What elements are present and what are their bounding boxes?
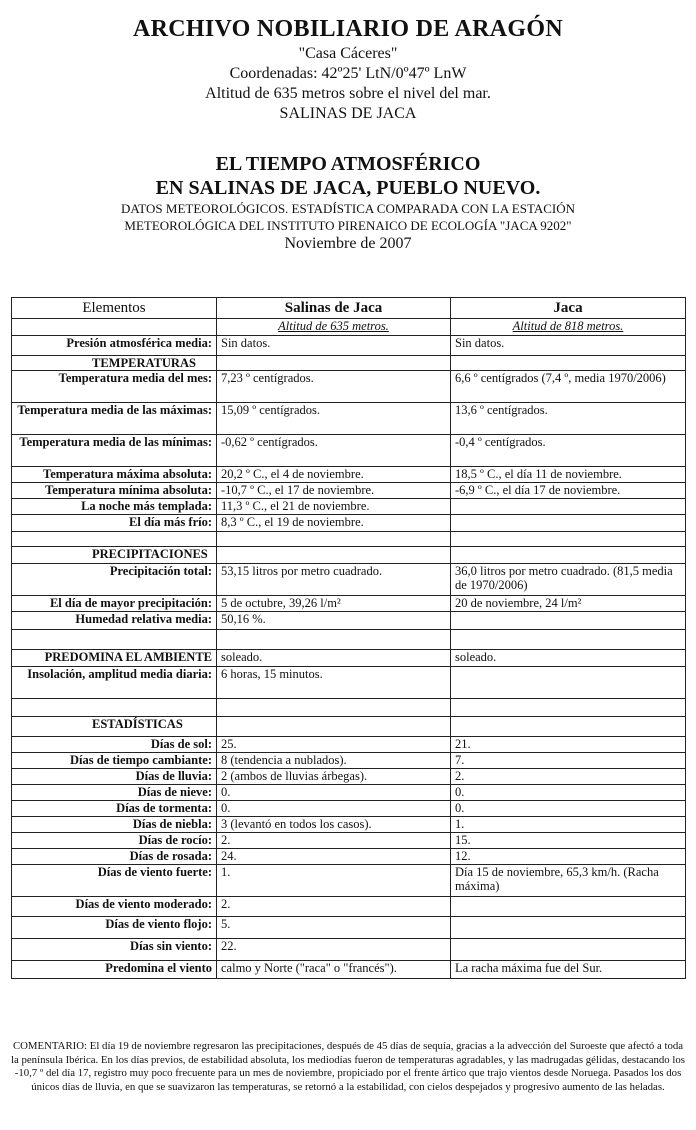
table-row	[12, 769, 686, 785]
salinas-value: 2.	[217, 897, 451, 917]
empty-cell	[217, 630, 451, 650]
row-label: Temperatura máxima absoluta:	[12, 467, 217, 483]
empty-cell	[451, 356, 686, 371]
empty-cell	[12, 319, 217, 336]
salinas-value: 1.	[217, 865, 451, 897]
row-label: Días de rosada:	[12, 849, 217, 865]
jaca-value	[451, 939, 686, 961]
row-label: Días de nieve:	[12, 785, 217, 801]
jaca-value: 13,6 º centígrados.	[451, 403, 686, 435]
table-row	[12, 849, 686, 865]
row-label: Días de lluvia:	[12, 769, 217, 785]
salinas-value: Sin datos.	[217, 336, 451, 356]
jaca-value: 18,5 º C., el día 11 de noviembre.	[451, 467, 686, 483]
jaca-value: 15.	[451, 833, 686, 849]
jaca-value	[451, 515, 686, 532]
table-row	[12, 371, 686, 403]
table-row	[12, 650, 686, 667]
table-row	[12, 939, 686, 961]
empty-cell	[217, 717, 451, 737]
salinas-value: soleado.	[217, 650, 451, 667]
place-name: SALINAS DE JACA	[279, 105, 417, 122]
empty-cell	[12, 699, 217, 717]
house-name: "Casa Cáceres"	[298, 45, 398, 62]
empty-cell	[12, 630, 217, 650]
table-header-row	[12, 298, 686, 319]
jaca-value: La racha máxima fue del Sur.	[451, 961, 686, 979]
jaca-value: -0,4 º centígrados.	[451, 435, 686, 467]
empty-cell	[451, 717, 686, 737]
jaca-value: 2.	[451, 769, 686, 785]
section-heading: ESTADÍSTICAS	[12, 717, 217, 737]
empty-cell	[451, 547, 686, 564]
empty-cell	[451, 699, 686, 717]
salinas-value: 8 (tendencia a nublados).	[217, 753, 451, 769]
salinas-value: 6 horas, 15 minutos.	[217, 667, 451, 699]
salinas-value: 22.	[217, 939, 451, 961]
row-label: La noche más templada:	[12, 499, 217, 515]
empty-cell	[451, 630, 686, 650]
salinas-value: 50,16 %.	[217, 612, 451, 630]
table-body	[12, 319, 686, 979]
table-row	[12, 515, 686, 532]
jaca-value: 36,0 litros por metro cuadrado. (81,5 media de 1970/2006)	[451, 564, 686, 596]
row-label: Días sin viento:	[12, 939, 217, 961]
table-row	[12, 667, 686, 699]
salinas-value: 5.	[217, 917, 451, 939]
table-row	[12, 630, 686, 650]
row-label: El día más frío:	[12, 515, 217, 532]
row-label: PREDOMINA EL AMBIENTE	[12, 650, 217, 667]
table-row	[12, 801, 686, 817]
salinas-value: 11,3 º C., el 21 de noviembre.	[217, 499, 451, 515]
salinas-value: calmo y Norte ("raca" o "francés").	[217, 961, 451, 979]
empty-cell	[217, 356, 451, 371]
section-heading: PRECIPITACIONES	[12, 547, 217, 564]
salinas-value: -0,62 º centígrados.	[217, 435, 451, 467]
row-label: Días de viento fuerte:	[12, 865, 217, 897]
salinas-value: 7,23 º centígrados.	[217, 371, 451, 403]
row-label: Presión atmosférica media:	[12, 336, 217, 356]
table-row	[12, 917, 686, 939]
row-label: El día de mayor precipitación:	[12, 596, 217, 612]
document-header	[0, 14, 696, 254]
jaca-value: 20 de noviembre, 24 l/m²	[451, 596, 686, 612]
jaca-value	[451, 499, 686, 515]
table-row	[12, 897, 686, 917]
jaca-value	[451, 612, 686, 630]
table-row	[12, 356, 686, 371]
jaca-value: -6,9 º C., el día 17 de noviembre.	[451, 483, 686, 499]
row-label: Humedad relativa media:	[12, 612, 217, 630]
row-label: Temperatura media de las máximas:	[12, 403, 217, 435]
altitude: Altitud de 635 metros sobre el nivel del mar.	[205, 85, 491, 102]
table-row	[12, 547, 686, 564]
table-row	[12, 596, 686, 612]
jaca-value	[451, 897, 686, 917]
table-row	[12, 612, 686, 630]
row-label: Insolación, amplitud media diaria:	[12, 667, 217, 699]
salinas-value: 0.	[217, 785, 451, 801]
salinas-value: 24.	[217, 849, 451, 865]
row-label: Precipitación total:	[12, 564, 217, 596]
table-row	[12, 865, 686, 897]
row-label: Temperatura media de las mínimas:	[12, 435, 217, 467]
table-row	[12, 483, 686, 499]
table-row	[12, 785, 686, 801]
row-label: Días de viento moderado:	[12, 897, 217, 917]
comment-paragraph: COMENTARIO: El día 19 de noviembre regresaron las precipitaciones, después de 45 días de sequía, gracias a la advección del Suroeste que afectó a toda la península Ibérica. En los días previos, de estabilidad absoluta, los mediodías fueron de temperaturas agradables, y las madrugadas gélidas, destacando los -10,7 º del día 17, registro muy poco frecuente para un mes de noviembre, propiciado por el frente ártico que trajo vientos desde Noruega. Pasados los dos únicos días de lluvia, en que se suavizaron las temperaturas, se retornó a la estabilidad, con cielos despejados y progresivo aumento de las heladas.	[11, 1040, 685, 1093]
section-heading: TEMPERATURAS	[12, 356, 217, 371]
report-date: Noviembre de 2007	[284, 235, 412, 252]
report-title-line1: EL TIEMPO ATMOSFÉRICO	[215, 153, 481, 175]
jaca-value: 0.	[451, 801, 686, 817]
column-header-salinas: Salinas de Jaca	[217, 298, 451, 319]
report-description-line1: DATOS METEOROLÓGICOS. ESTADÍSTICA COMPARADA CON LA ESTACIÓN	[120, 201, 576, 216]
salinas-value: -10,7 º C., el 17 de noviembre.	[217, 483, 451, 499]
table-row	[12, 961, 686, 979]
table-row	[12, 435, 686, 467]
table-row	[12, 817, 686, 833]
table-row	[12, 467, 686, 483]
altitude-jaca: Altitud de 818 metros.	[451, 319, 686, 336]
salinas-value: 20,2 º C., el 4 de noviembre.	[217, 467, 451, 483]
jaca-value: Sin datos.	[451, 336, 686, 356]
report-description-line2: METEOROLÓGICA DEL INSTITUTO PIRENAICO DE ECOLOGÍA "JACA 9202"	[124, 218, 572, 233]
salinas-value: 2 (ambos de lluvias árbegas).	[217, 769, 451, 785]
table-row	[12, 833, 686, 849]
column-header-jaca: Jaca	[451, 298, 686, 319]
row-label: Días de sol:	[12, 737, 217, 753]
empty-cell	[12, 532, 217, 547]
table-row	[12, 564, 686, 596]
row-label: Días de tormenta:	[12, 801, 217, 817]
altitude-salinas: Altitud de 635 metros.	[217, 319, 451, 336]
table-row	[12, 336, 686, 356]
jaca-value: 12.	[451, 849, 686, 865]
row-label: Temperatura media del mes:	[12, 371, 217, 403]
row-label: Temperatura mínima absoluta:	[12, 483, 217, 499]
salinas-value: 5 de octubre, 39,26 l/m²	[217, 596, 451, 612]
row-label: Días de rocío:	[12, 833, 217, 849]
empty-cell	[217, 699, 451, 717]
table-row	[12, 499, 686, 515]
salinas-value: 0.	[217, 801, 451, 817]
table-row	[12, 753, 686, 769]
row-label: Predomina el viento	[12, 961, 217, 979]
salinas-value: 15,09 º centígrados.	[217, 403, 451, 435]
jaca-value: Día 15 de noviembre, 65,3 km/h. (Racha máxima)	[451, 865, 686, 897]
jaca-value: 0.	[451, 785, 686, 801]
column-header-elementos: Elementos	[12, 298, 217, 319]
jaca-value	[451, 667, 686, 699]
jaca-value: 21.	[451, 737, 686, 753]
weather-comparison-table	[11, 297, 686, 979]
archive-title: ARCHIVO NOBILIARIO DE ARAGÓN	[133, 16, 563, 42]
salinas-value: 53,15 litros por metro cuadrado.	[217, 564, 451, 596]
salinas-value: 25.	[217, 737, 451, 753]
salinas-value: 8,3 º C., el 19 de noviembre.	[217, 515, 451, 532]
empty-cell	[217, 532, 451, 547]
jaca-value: 1.	[451, 817, 686, 833]
jaca-value: 7.	[451, 753, 686, 769]
table-row	[12, 699, 686, 717]
row-label: Días de viento flojo:	[12, 917, 217, 939]
empty-cell	[217, 547, 451, 564]
jaca-value: soleado.	[451, 650, 686, 667]
row-label: Días de tiempo cambiante:	[12, 753, 217, 769]
jaca-value: 6,6 º centígrados (7,4 º, media 1970/2006)	[451, 371, 686, 403]
table-row	[12, 532, 686, 547]
coordinates: Coordenadas: 42º25' LtN/0º47º LnW	[229, 65, 467, 82]
row-label: Días de niebla:	[12, 817, 217, 833]
salinas-value: 2.	[217, 833, 451, 849]
empty-cell	[451, 532, 686, 547]
altitude-row	[12, 319, 686, 336]
table-row	[12, 737, 686, 753]
table-row	[12, 403, 686, 435]
report-title-line2: EN SALINAS DE JACA, PUEBLO NUEVO.	[155, 177, 541, 199]
table-row	[12, 717, 686, 737]
salinas-value: 3 (levantó en todos los casos).	[217, 817, 451, 833]
jaca-value	[451, 917, 686, 939]
